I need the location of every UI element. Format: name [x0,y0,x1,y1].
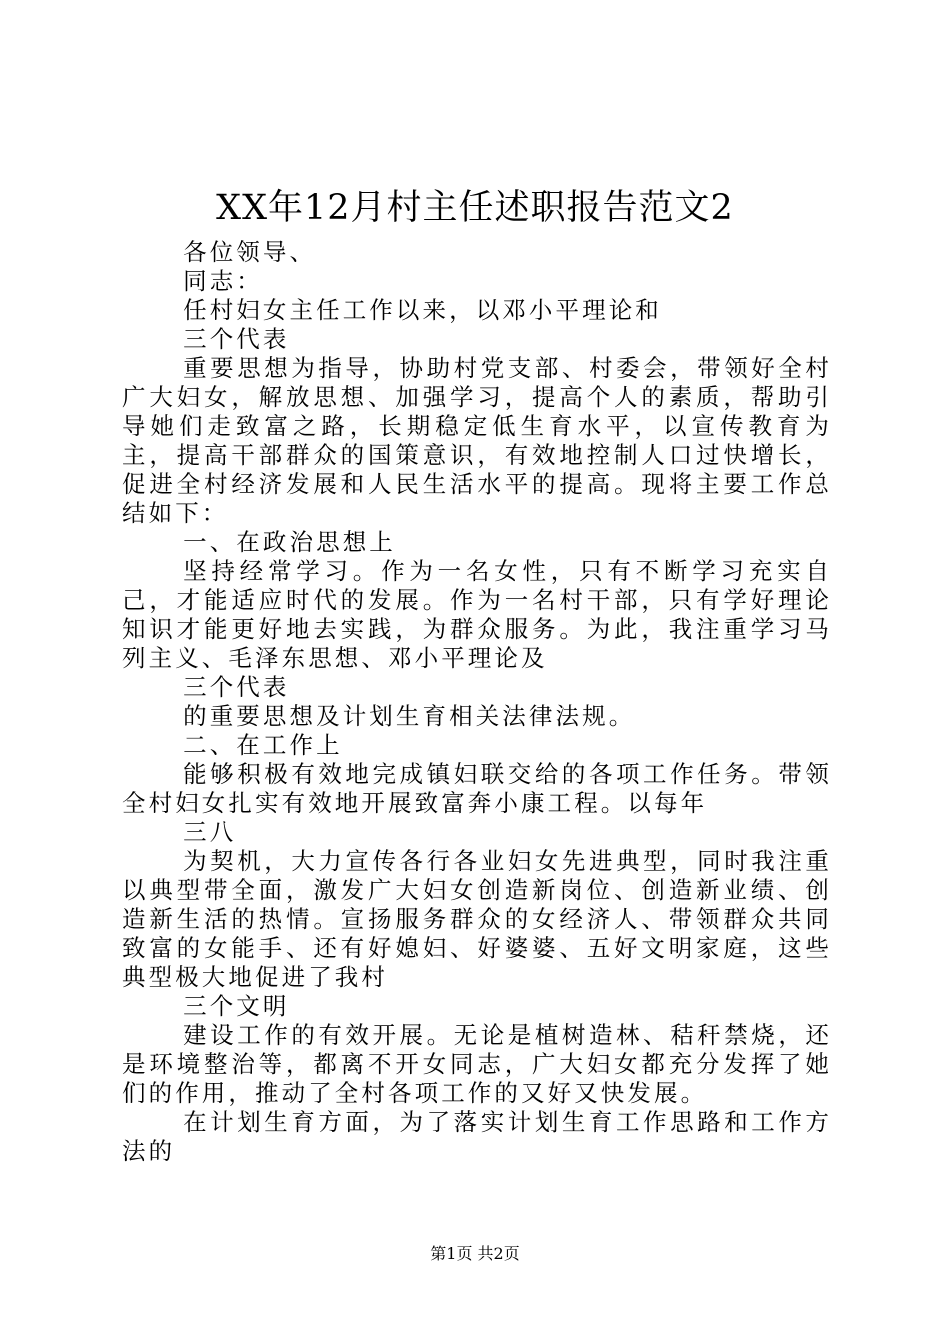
paragraph: 各位领导、 [183,238,317,266]
paragraph: 同志： [183,267,263,295]
document-body [122,238,832,1166]
paragraph: 建设工作的有效开展。无论是植树造林、秸秆禁烧，还是环境整治等，都离不开女同志，广大妇女都充分发挥了她们的作用，推动了全村各项工作的又好又快发展。 [122,1021,832,1107]
paragraph: 二、在工作上 [183,731,343,759]
paragraph: 三个代表 [183,325,290,353]
paragraph: 为契机，大力宣传各行各业妇女先进典型，同时我注重以典型带全面，激发广大妇女创造新岗位、创造新业绩、创造新生活的热情。宣扬服务群众的女经济人、带领群众共同致富的女能手、还有好媳妇、好婆婆、五好文明家庭，这些典型极大地促进了我村 [122,847,832,991]
paragraph: 三八 [183,818,237,846]
paragraph: 三个代表 [183,673,290,701]
paragraph: 重要思想为指导，协助村党支部、村委会，带领好全村广大妇女，解放思想、加强学习，提高个人的素质，帮助引导她们走致富之路，长期稳定低生育水平，以宣传教育为主，提高干部群众的国策意识，有效地控制人口过快增长，促进全村经济发展和人民生活水平的提高。现将主要工作总结如下： [122,354,832,527]
paragraph: 任村妇女主任工作以来，以邓小平理论和 [183,296,662,324]
paragraph: 一、在政治思想上 [183,528,396,556]
paragraph: 三个文明 [183,992,290,1020]
document-title: XX年12月村主任述职报告范文2 [216,188,734,228]
paragraph: 坚持经常学习。作为一名女性，只有不断学习充实自己，才能适应时代的发展。作为一名村干部，只有学好理论知识才能更好地去实践，为群众服务。为此，我注重学习马列主义、毛泽东思想、邓小平理论及 [122,557,832,672]
paragraph: 能够积极有效地完成镇妇联交给的各项工作任务。带领全村妇女扎实有效地开展致富奔小康工程。以每年 [122,760,832,817]
paragraph: 的重要思想及计划生育相关法律法规。 [183,702,636,730]
paragraph: 在计划生育方面，为了落实计划生育工作思路和工作方法的 [122,1108,832,1165]
page-number: 第1页 共2页 [430,1244,520,1263]
